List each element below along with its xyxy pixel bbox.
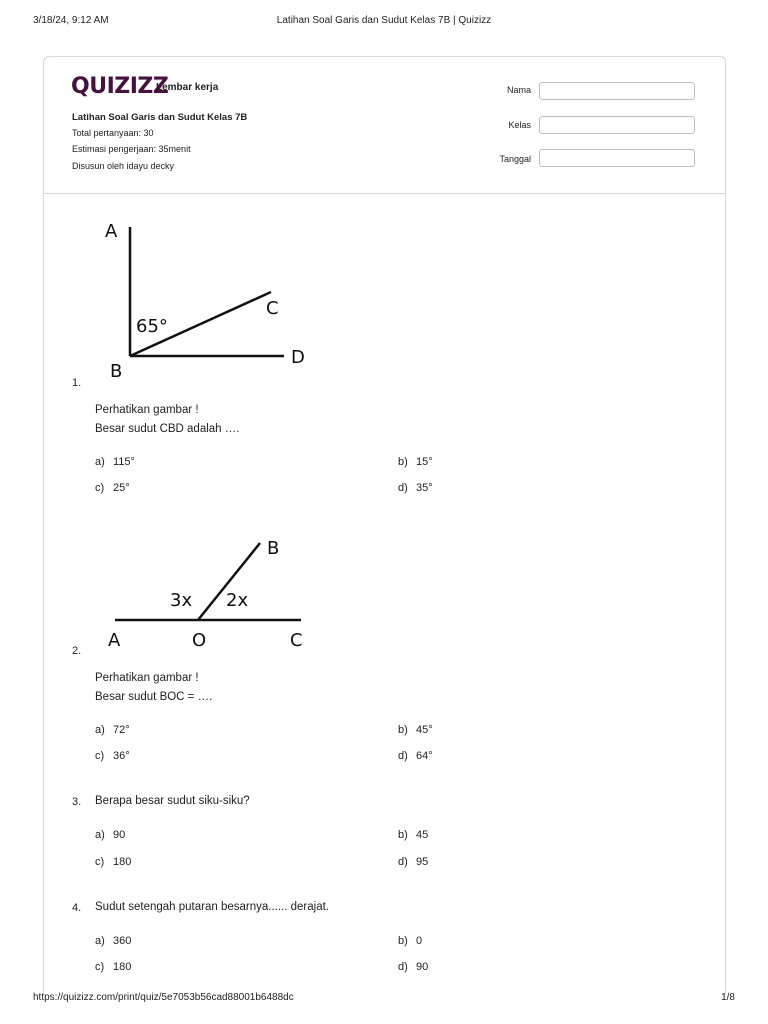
option-text: 25° <box>113 482 130 494</box>
answer-option <box>398 935 422 947</box>
question-line: Besar sudut CBD adalah …. <box>95 423 240 435</box>
option-letter: c) <box>95 482 105 494</box>
answer-option <box>95 750 130 762</box>
question-line: Besar sudut BOC = …. <box>95 691 213 703</box>
point-label-c: C <box>290 630 303 651</box>
option-text: 35° <box>416 482 433 494</box>
question-line: Perhatikan gambar ! <box>95 404 199 416</box>
print-page-title: Latihan Soal Garis dan Sudut Kelas 7B | Quizizz <box>276 15 492 26</box>
answer-option <box>398 750 433 762</box>
answer-option <box>95 724 130 736</box>
point-label-c: C <box>266 298 279 319</box>
answer-option <box>398 829 428 841</box>
option-text: 45° <box>416 724 433 736</box>
date-label: Tanggal <box>499 154 531 164</box>
question-number: 4. <box>72 902 82 914</box>
question-line: Sudut setengah putaran besarnya...... derajat. <box>95 901 329 913</box>
page-number: 1/8 <box>721 992 735 1003</box>
answer-option <box>95 482 130 494</box>
option-letter: d) <box>398 750 408 762</box>
answer-option <box>95 961 131 973</box>
point-label-a: A <box>105 221 118 242</box>
class-field[interactable] <box>539 116 695 134</box>
option-letter: c) <box>95 856 105 868</box>
point-label-b: B <box>110 361 123 382</box>
answer-option <box>398 456 433 468</box>
figure-angle-boc <box>105 535 325 655</box>
option-text: 0 <box>416 935 423 947</box>
answer-option <box>398 856 428 868</box>
option-text: 180 <box>113 961 132 973</box>
answer-option <box>95 829 125 841</box>
page-url: https://quizizz.com/print/quiz/5e7053b56cad88001b6488dc <box>33 992 294 1003</box>
question-number: 2. <box>72 645 82 657</box>
answer-option <box>398 482 433 494</box>
point-label-b: B <box>267 538 280 559</box>
class-label: Kelas <box>508 120 531 130</box>
option-text: 95 <box>416 856 429 868</box>
question-line: Perhatikan gambar ! <box>95 672 199 684</box>
answer-option <box>95 456 135 468</box>
option-letter: c) <box>95 961 105 973</box>
option-text: 15° <box>416 456 433 468</box>
answer-option <box>95 935 131 947</box>
option-text: 45 <box>416 829 429 841</box>
figure-angle-cbd <box>100 215 320 385</box>
option-letter: a) <box>95 724 105 736</box>
worksheet-header <box>44 57 725 194</box>
answer-option <box>398 961 428 973</box>
option-text: 64° <box>416 750 433 762</box>
option-letter: a) <box>95 935 105 947</box>
option-letter: d) <box>398 961 408 973</box>
point-label-o: O <box>192 630 207 651</box>
option-letter: b) <box>398 724 408 736</box>
option-text: 360 <box>113 935 132 947</box>
option-text: 115° <box>113 456 135 468</box>
estimated-time: Estimasi pengerjaan: 35menit <box>72 144 191 154</box>
option-text: 90 <box>416 961 429 973</box>
author-credit: Disusun oleh idayu decky <box>72 161 175 171</box>
option-letter: b) <box>398 829 408 841</box>
option-letter: a) <box>95 456 105 468</box>
angle-label: 65° <box>136 316 168 337</box>
name-field[interactable] <box>539 82 695 100</box>
quiz-title: Latihan Soal Garis dan Sudut Kelas 7B <box>72 112 248 123</box>
option-letter: b) <box>398 935 408 947</box>
answer-option <box>95 856 131 868</box>
worksheet-label: Lembar kerja <box>156 82 219 93</box>
date-field[interactable] <box>539 149 695 167</box>
question-number: 1. <box>72 377 82 389</box>
question-number: 3. <box>72 796 82 808</box>
option-text: 180 <box>113 856 132 868</box>
option-text: 36° <box>113 750 130 762</box>
print-footer <box>33 992 735 1006</box>
total-questions: Total pertanyaan: 30 <box>72 128 154 138</box>
option-letter: c) <box>95 750 105 762</box>
option-letter: d) <box>398 856 408 868</box>
quizizz-logo: QUIZIZZ <box>71 74 169 99</box>
option-letter: a) <box>95 829 105 841</box>
angle-label-left: 3x <box>170 590 193 611</box>
option-text: 90 <box>113 829 126 841</box>
question-line: Berapa besar sudut siku-siku? <box>95 795 250 807</box>
option-letter: b) <box>398 456 408 468</box>
answer-option <box>398 724 433 736</box>
point-label-a: A <box>108 630 121 651</box>
point-label-d: D <box>291 347 305 368</box>
name-label: Nama <box>506 85 531 95</box>
option-text: 72° <box>113 724 130 736</box>
option-letter: d) <box>398 482 408 494</box>
print-header <box>33 15 735 31</box>
print-datetime: 3/18/24, 9:12 AM <box>33 15 109 26</box>
angle-label-right: 2x <box>226 590 249 611</box>
worksheet <box>43 56 726 997</box>
